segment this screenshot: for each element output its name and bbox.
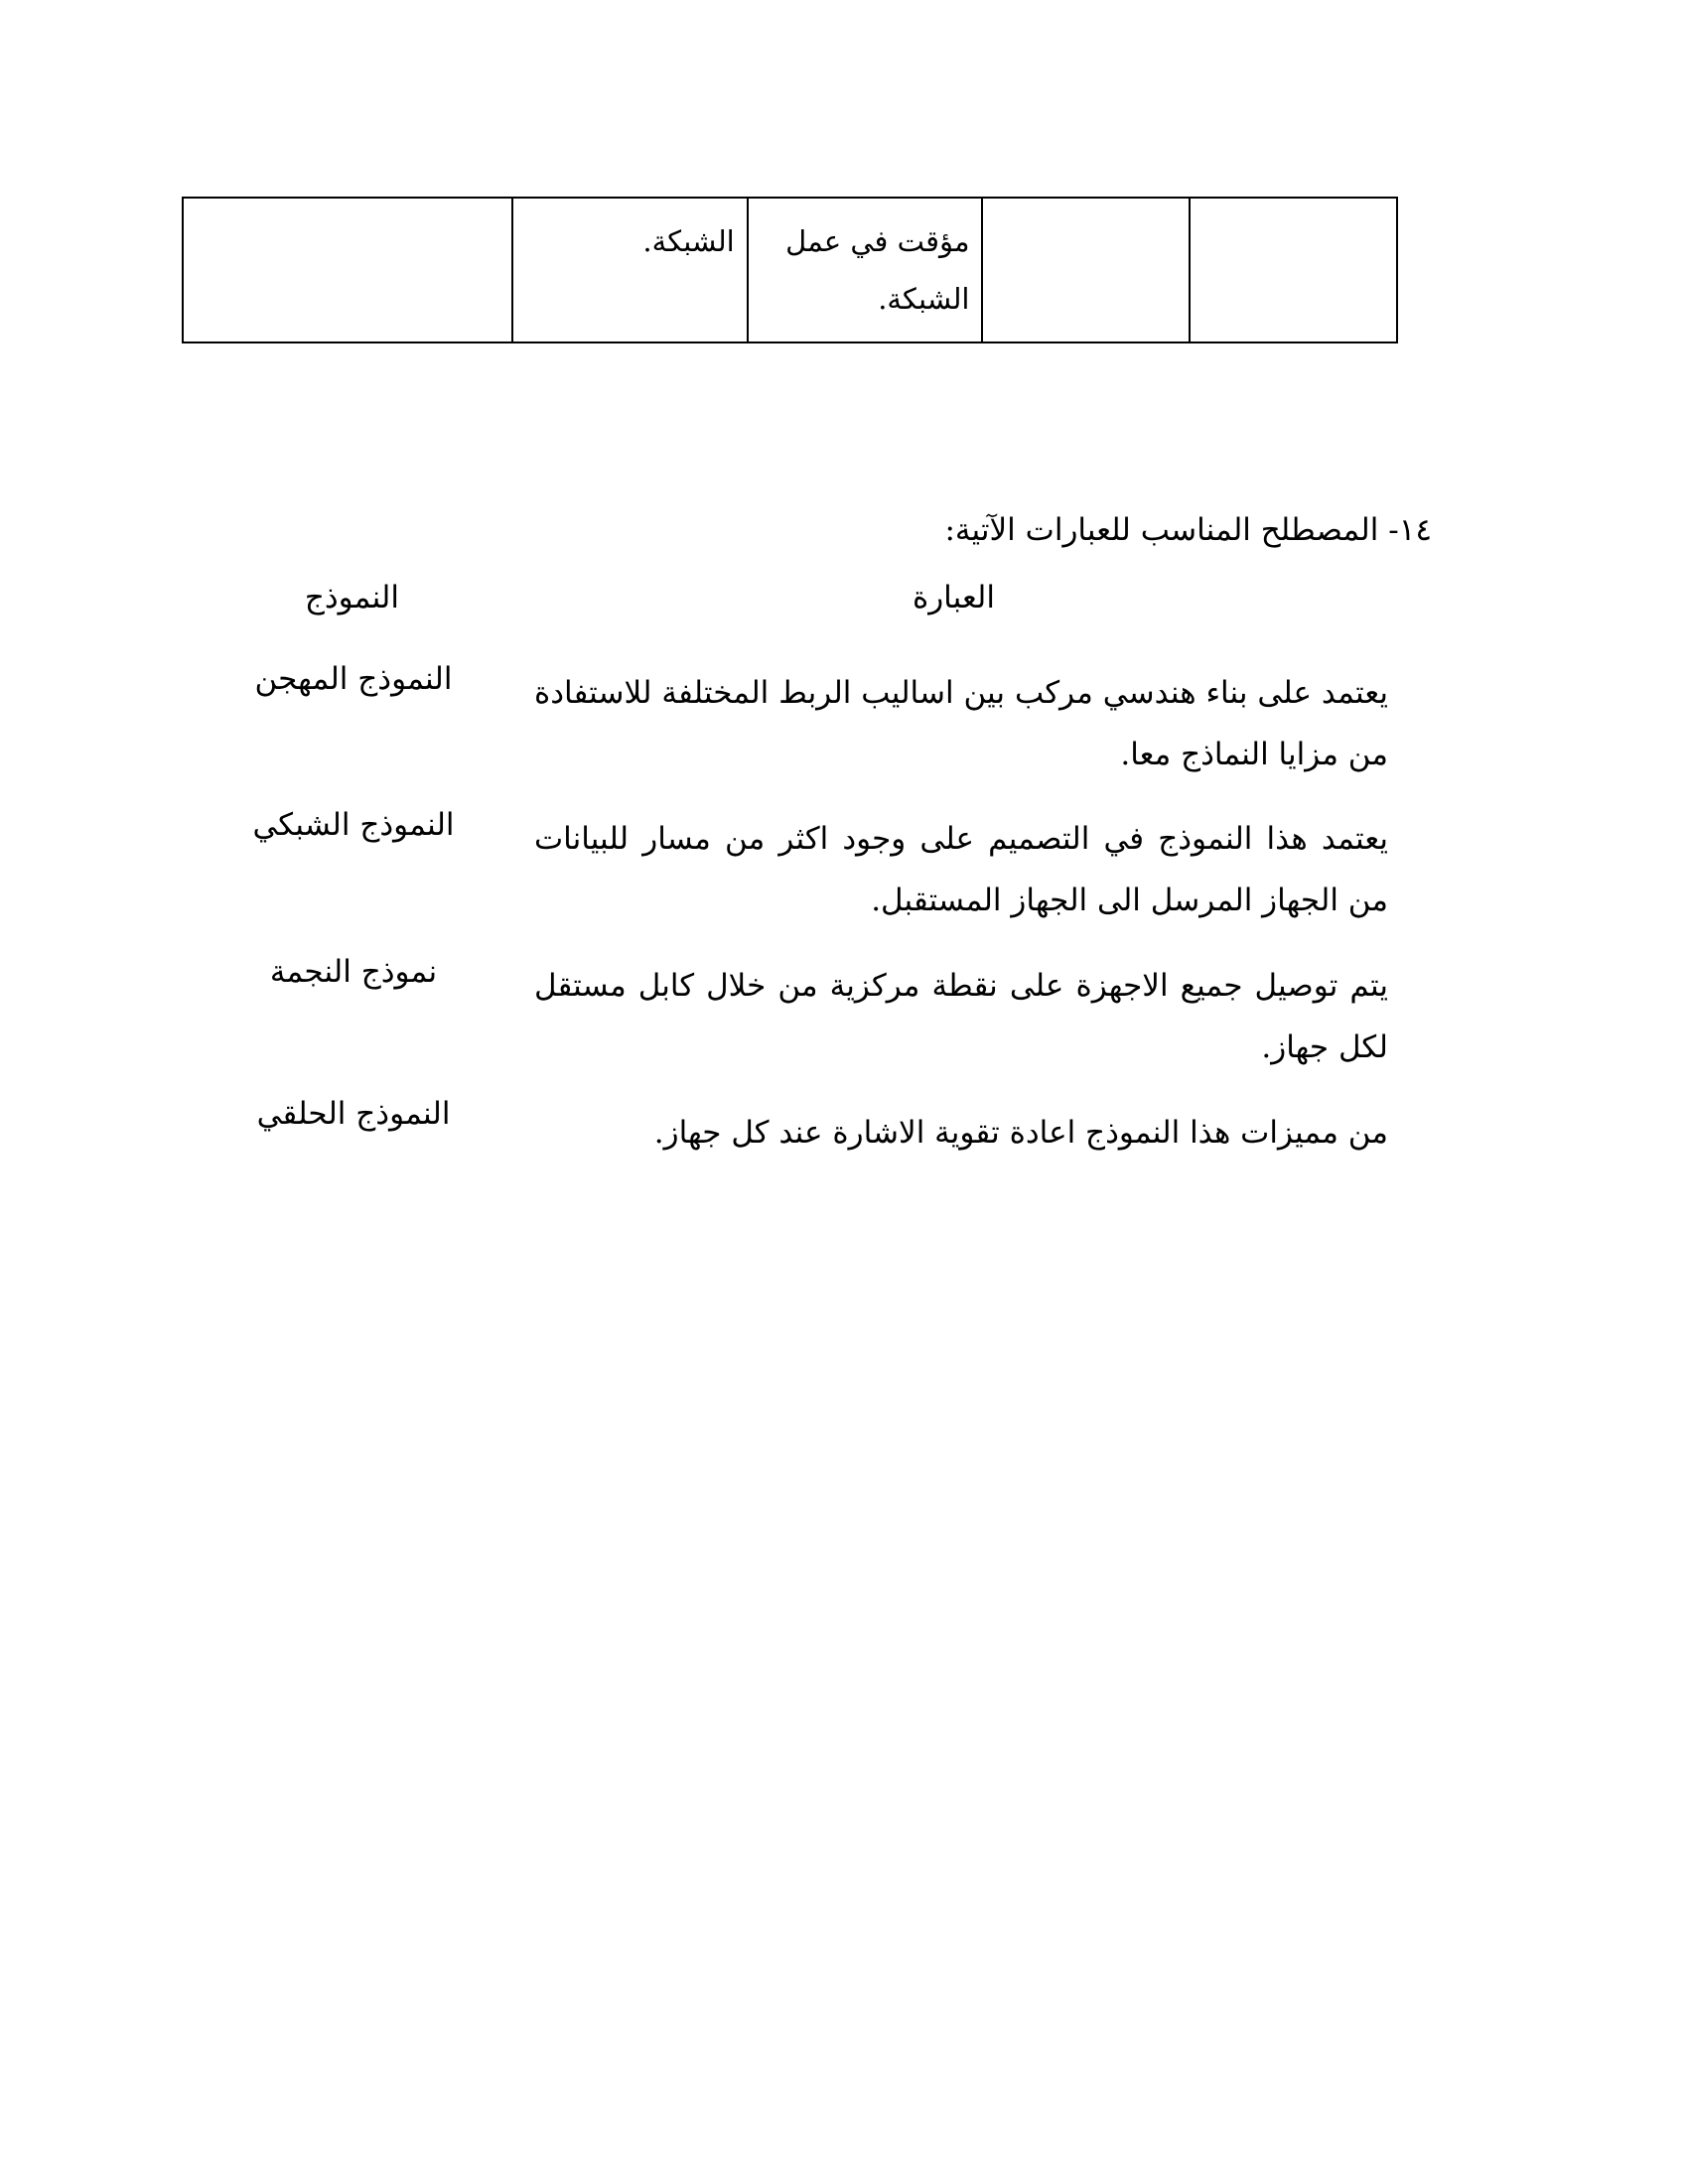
table-cell: الشبكة.: [512, 198, 748, 342]
question-title: ١٤- المصطلح المناسب للعبارات الآتية:: [944, 512, 1432, 548]
table-cell: [183, 198, 512, 342]
column-header-model: النموذج: [304, 580, 399, 615]
answer-text: النموذج الشبكي: [252, 807, 455, 843]
statement-text: يعتمد على بناء هندسي مركب بين اساليب الربط المختلفة للاستفادة من مزايا النماذج معا.: [534, 675, 1388, 772]
answer-text: النموذج المهجن: [254, 661, 453, 697]
previous-question-table: [182, 197, 1398, 343]
table-row: [183, 198, 1397, 342]
table-cell: [982, 198, 1189, 342]
answer-text: نموذج النجمة: [269, 954, 438, 990]
column-header-phrase: العبارة: [912, 580, 995, 615]
table-cell: مؤقت في عمل الشبكة.: [748, 198, 983, 342]
table-cell: [1190, 198, 1397, 342]
statement-text: من مميزات هذا النموذج اعادة تقوية الاشارة عند كل جهاز.: [653, 1115, 1388, 1151]
statement-text: يتم توصيل جميع الاجهزة على نقطة مركزية من خلال كابل مستقل لكل جهاز.: [534, 968, 1388, 1065]
statement-text: يعتمد هذا النموذج في التصميم على وجود اكثر من مسار للبيانات من الجهاز المرسل الى الجهاز المستقبل.: [534, 821, 1388, 918]
answer-text: النموذج الحلقي: [256, 1096, 451, 1132]
